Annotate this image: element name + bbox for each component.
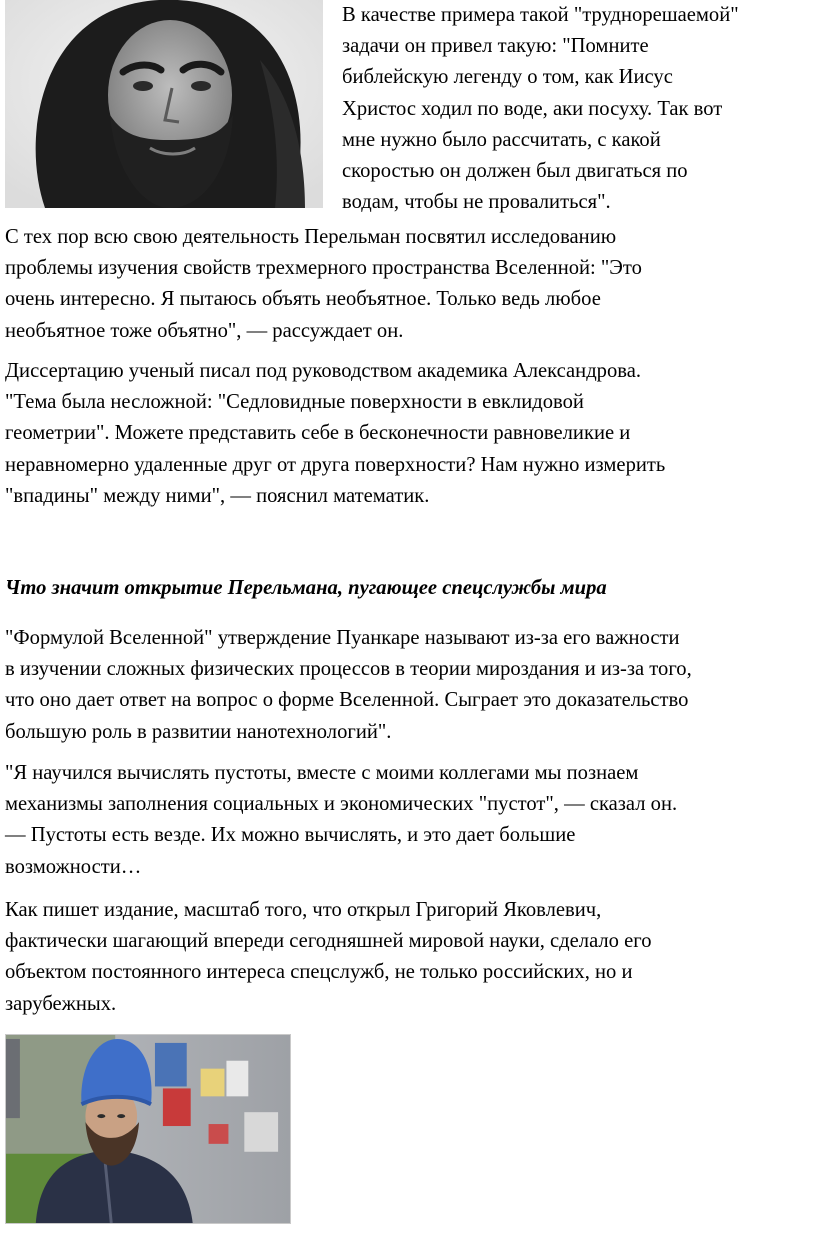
text-line: очень интересно. Я пытаюсь объять необъятное. Только ведь любое	[5, 288, 601, 311]
text-line: "Тема была несложной: "Седловидные поверхности в евклидовой	[5, 391, 584, 414]
text-line: проблемы изучения свойств трехмерного пространства Вселенной: "Это	[5, 257, 642, 280]
text-line: объектом постоянного интереса спецслужб, не только российских, но и	[5, 961, 633, 984]
text-line: механизмы заполнения социальных и экономических "пустот", — сказал он.	[5, 793, 678, 816]
text-line: необъятное тоже объятно", — рассуждает он.	[5, 319, 404, 342]
paragraph-research	[5, 222, 816, 347]
text-line: в изучении сложных физических процессов в теории мироздания и из-за того,	[5, 658, 692, 681]
text-line: "Я научился вычислять пустоты, вместе с моими коллегами мы познаем	[5, 762, 639, 784]
intro-line: В качестве примера такой "труднорешаемой"	[342, 4, 739, 26]
intro-paragraph	[342, 0, 816, 218]
street-photo	[5, 1034, 291, 1224]
intro-line: Христос ходил по воде, аки посуху. Так вот	[342, 97, 723, 120]
text-line: "впадины" между ними", — пояснил математик.	[5, 484, 430, 507]
portrait-photo	[5, 0, 323, 208]
intro-line: библейскую легенду о том, как Иисус	[342, 66, 673, 89]
text-line: Диссертацию ученый писал под руководством академика Александрова.	[5, 360, 642, 382]
text-line: "Формулой Вселенной" утверждение Пуанкаре называют из-за его важности	[5, 627, 680, 649]
paragraph-dissertation	[5, 356, 816, 512]
paragraph-universe-formula	[5, 623, 816, 748]
paragraph-quote-voids	[5, 758, 816, 883]
intro-line: задачи он привел такую: "Помните	[342, 35, 649, 58]
text-line: возможности…	[5, 855, 142, 878]
intro-line: скоростью он должен был двигаться по	[342, 160, 688, 183]
text-line: что оно дает ответ на вопрос о форме Вселенной. Сыграет это доказательство	[5, 689, 689, 712]
text-line: фактически шагающий впереди сегодняшней мировой науки, сделало его	[5, 930, 652, 953]
intro-line: мне нужно было рассчитать, с какой	[342, 128, 661, 151]
text-line: Как пишет издание, масштаб того, что открыл Григорий Яковлевич,	[5, 899, 602, 921]
section-heading: Что значит открытие Перельмана, пугающее спецслужбы мира	[5, 577, 607, 599]
text-line: большую роль в развитии нанотехнологий".	[5, 720, 392, 743]
text-line: геометрии". Можете представить себе в бесконечности равновеликие и	[5, 422, 631, 445]
text-line: неравномерно удаленные друг от друга поверхности? Нам нужно измерить	[5, 453, 666, 476]
paragraph-special-services	[5, 895, 816, 1020]
text-line: зарубежных.	[5, 992, 117, 1015]
text-line: С тех пор всю свою деятельность Перельман посвятил исследованию	[5, 226, 617, 248]
intro-line: водам, чтобы не провалиться".	[342, 191, 611, 214]
text-line: — Пустоты есть везде. Их можно вычислять, и это дает большие	[5, 824, 576, 847]
